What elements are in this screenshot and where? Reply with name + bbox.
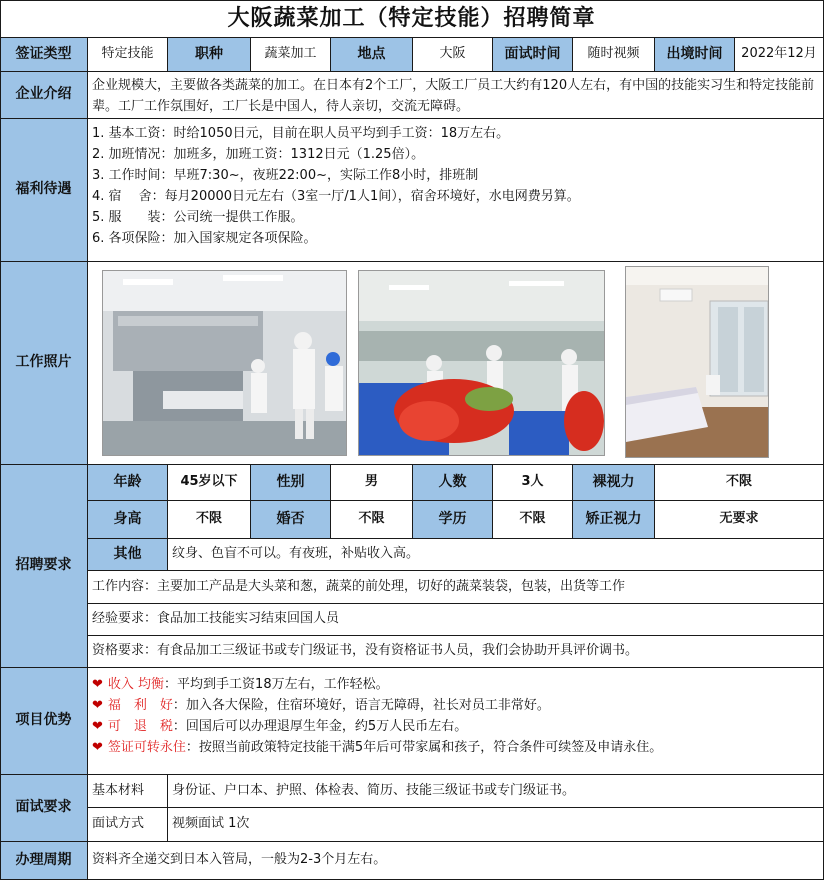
- advantage-value: ：回国后可以办理退厚生年金，约5万人民币左右。: [172, 719, 468, 734]
- other-label: 其他: [88, 539, 168, 571]
- advantages-label: 项目优势: [0, 668, 88, 775]
- gender-label: 性别: [251, 465, 331, 501]
- advantage-key: 福 利 好: [107, 698, 173, 713]
- heart-icon: ❤: [92, 740, 103, 755]
- height-label: 身高: [88, 501, 168, 539]
- method-value: 视频面试 1次: [168, 808, 824, 842]
- education-value: 不限: [493, 501, 573, 539]
- qualification-requirement: 资格要求：有食品加工三级证书或专门级证书，没有资格证书人员，我们会协助开具评价调书。: [88, 636, 824, 668]
- interview-time-label: 面试时间: [493, 38, 573, 72]
- company-label: 企业介绍: [0, 72, 88, 119]
- requirements-label: 招聘要求: [0, 465, 88, 668]
- job-value: 蔬菜加工: [251, 38, 331, 72]
- advantages-list: [88, 668, 824, 775]
- count-value: 3人: [493, 465, 573, 501]
- advantage-value: ：按照当前政策特定技能干满5年后可带家属和孩子，符合条件可续签及申请永住。: [185, 740, 663, 755]
- experience-requirement: 经验要求：食品加工技能实习结束回国人员: [88, 604, 824, 636]
- benefits-list: [88, 119, 824, 262]
- benefit-item: 5. 服 装：公司统一提供工作服。: [92, 210, 304, 225]
- benefit-item: 6. 各项保险：加入国家规定各项保险。: [92, 231, 317, 246]
- advantage-item: [92, 737, 819, 758]
- advantage-key: 签证可转永住: [107, 740, 186, 755]
- company-text: 企业规模大，主要做各类蔬菜的加工。在日本有2个工厂，大阪工厂员工大约有120人左右，有中国的技能实习生和特定技能前辈。工厂工作氛围好，工厂长是中国人，待人亲切，交流无障碍。: [88, 72, 824, 119]
- vegetable-processing-photo: [358, 270, 605, 456]
- heart-icon: ❤: [92, 719, 103, 734]
- job-label: 职种: [168, 38, 251, 72]
- processing-label: 办理周期: [0, 842, 88, 880]
- heart-icon: ❤: [92, 698, 103, 713]
- page-title: 大阪蔬菜加工（特定技能）招聘简章: [0, 0, 824, 38]
- naked-vision-value: 不限: [655, 465, 824, 501]
- dormitory-room-photo: [625, 266, 769, 458]
- other-value: 纹身、色盲不可以。有夜班，补贴收入高。: [168, 539, 824, 571]
- interview-label: 面试要求: [0, 775, 88, 842]
- benefit-item: 2. 加班情况：加班多，加班工资：1312日元（1.25倍）。: [92, 147, 425, 162]
- marriage-label: 婚否: [251, 501, 331, 539]
- visa-type-label: 签证类型: [0, 38, 88, 72]
- age-value: 45岁以下: [168, 465, 251, 501]
- benefit-item: 3. 工作时间：早班7:30~，夜班22:00~，实际工作8小时，排班制: [92, 168, 479, 183]
- advantage-value: ：平均到手工资18万左右，工作轻松。: [164, 677, 389, 692]
- gender-value: 男: [331, 465, 413, 501]
- factory-machine-photo: [102, 270, 347, 456]
- interview-time-value: 随时视频: [573, 38, 655, 72]
- heart-icon: ❤: [92, 677, 103, 692]
- departure-value: 2022年12月: [735, 38, 824, 72]
- corrected-vision-value: 无要求: [655, 501, 824, 539]
- benefit-item: 1. 基本工资：时给1050日元，目前在职人员平均到手工资：18万左右。: [92, 126, 510, 141]
- method-label: 面试方式: [88, 808, 168, 842]
- marriage-value: 不限: [331, 501, 413, 539]
- location-label: 地点: [331, 38, 413, 72]
- benefit-item: 4. 宿 舍：每月20000日元左右（3室一厅/1人1间），宿舍环境好，水电网费另算。: [92, 189, 580, 204]
- advantage-key: 收入 均衡: [107, 677, 165, 692]
- advantage-value: ：加入各大保险，住宿环境好，语言无障碍，社长对员工非常好。: [172, 698, 550, 713]
- visa-type-value: 特定技能: [88, 38, 168, 72]
- age-label: 年龄: [88, 465, 168, 501]
- processing-value: 资料齐全递交到日本入管局，一般为2-3个月左右。: [88, 842, 824, 880]
- materials-value: 身份证、户口本、护照、体检表、简历、技能三级证书或专门级证书。: [168, 775, 824, 808]
- benefits-label: 福利待遇: [0, 119, 88, 262]
- location-value: 大阪: [413, 38, 493, 72]
- height-value: 不限: [168, 501, 251, 539]
- work-content: 工作内容：主要加工产品是大头菜和葱，蔬菜的前处理，切好的蔬菜装袋，包装，出货等工作: [88, 571, 824, 604]
- advantage-item: [92, 695, 819, 716]
- departure-label: 出境时间: [655, 38, 735, 72]
- advantage-item: [92, 716, 819, 737]
- naked-vision-label: 裸视力: [573, 465, 655, 501]
- advantage-key: 可 退 税: [107, 719, 173, 734]
- materials-label: 基本材料: [88, 775, 168, 808]
- advantage-item: [92, 674, 819, 695]
- education-label: 学历: [413, 501, 493, 539]
- count-label: 人数: [413, 465, 493, 501]
- photos-label: 工作照片: [0, 262, 88, 465]
- corrected-vision-label: 矫正视力: [573, 501, 655, 539]
